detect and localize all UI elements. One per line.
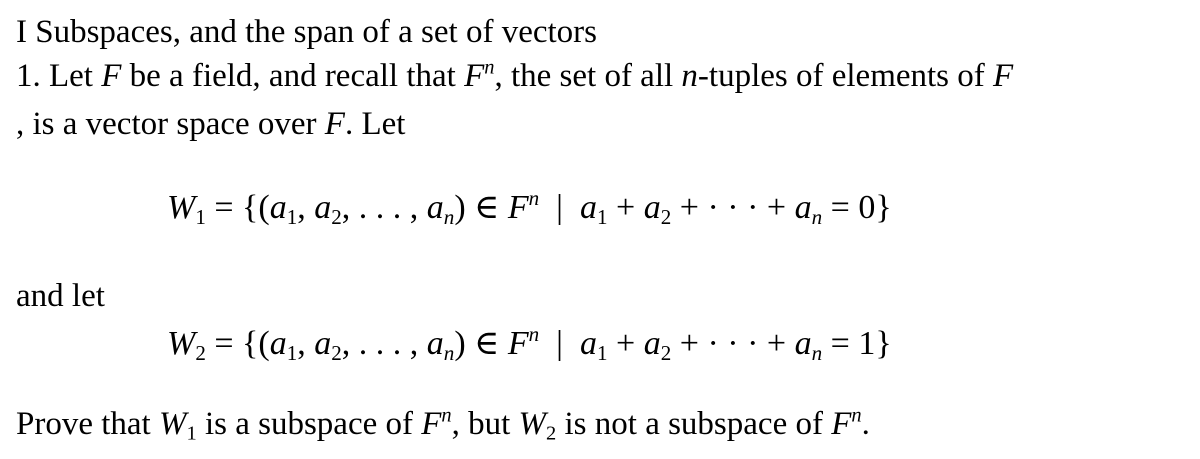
math-sub: 1 — [286, 340, 298, 365]
math-op: | — [539, 189, 580, 226]
text: -tuples of elements of — [697, 58, 994, 94]
problem-line-1 — [16, 56, 1013, 96]
text: . — [861, 406, 870, 442]
math-sub: 2 — [660, 204, 672, 229]
math-W: W — [158, 406, 187, 442]
math-F: F — [831, 406, 852, 442]
math-op: + — [607, 325, 644, 362]
text: . Let — [344, 106, 406, 142]
math-F: F — [993, 58, 1014, 94]
math-sub: 1 — [186, 422, 197, 445]
math-op: ) ∈ — [454, 325, 508, 362]
prove-statement — [16, 404, 870, 444]
math-op: + · · · + — [671, 325, 795, 362]
math-W: W — [518, 406, 547, 442]
math-op: = {( — [205, 325, 270, 362]
math-sub: 1 — [596, 204, 608, 229]
math-F: F — [464, 58, 485, 94]
math-sub: 2 — [546, 422, 557, 445]
math-sub: n — [811, 340, 823, 365]
text: 1. Let — [16, 58, 102, 94]
math-n: n — [681, 58, 698, 94]
math-sub: n — [443, 340, 455, 365]
text: be a field, and recall that — [121, 58, 465, 94]
math-sub: n — [443, 204, 455, 229]
math-op: + — [607, 189, 644, 226]
math-op: , . . . , — [341, 189, 427, 226]
math-op: = 1} — [822, 325, 892, 362]
math-a: a — [426, 189, 444, 226]
math-op: , . . . , — [341, 325, 427, 362]
math-a: a — [794, 189, 812, 226]
math-F: F — [507, 325, 529, 362]
math-exponent-n: n — [528, 185, 540, 210]
math-a: a — [314, 189, 332, 226]
math-W: W — [167, 189, 196, 226]
section-heading: I Subspaces, and the span of a set of vectors — [16, 14, 597, 50]
math-sub: 2 — [331, 340, 342, 365]
math-exponent-n: n — [484, 56, 495, 79]
math-op: = 0} — [822, 189, 892, 226]
math-op: ) ∈ — [454, 189, 508, 226]
math-sub: 2 — [660, 340, 672, 365]
math-a: a — [579, 189, 597, 226]
math-sub: 2 — [195, 340, 206, 365]
math-a: a — [269, 325, 287, 362]
problem-line-2 — [16, 104, 405, 144]
math-sub: 1 — [286, 204, 298, 229]
math-F: F — [324, 106, 345, 142]
math-op: + · · · + — [671, 189, 795, 226]
math-a: a — [794, 325, 812, 362]
math-F: F — [507, 189, 529, 226]
math-op: | — [539, 325, 580, 362]
math-a: a — [426, 325, 444, 362]
equation-W2 — [167, 322, 892, 366]
math-a: a — [269, 189, 287, 226]
text: Prove that — [16, 406, 159, 442]
math-exponent-n: n — [441, 404, 452, 427]
math-op: , — [297, 189, 315, 226]
math-a: a — [314, 325, 332, 362]
math-a: a — [643, 189, 661, 226]
math-sub: 1 — [195, 204, 206, 229]
text: , but — [451, 406, 519, 442]
math-a: a — [643, 325, 661, 362]
math-W: W — [167, 325, 196, 362]
math-sub: 2 — [331, 204, 342, 229]
text: is a subspace of — [196, 406, 422, 442]
math-F: F — [101, 58, 122, 94]
equation-W1 — [167, 186, 892, 230]
math-exponent-n: n — [528, 321, 540, 346]
math-sub: 1 — [596, 340, 608, 365]
math-exponent-n: n — [851, 404, 862, 427]
math-op: , — [297, 325, 315, 362]
and-let-text: and let — [16, 278, 105, 314]
text: is not a subspace of — [556, 406, 832, 442]
math-F: F — [421, 406, 442, 442]
math-op: = {( — [205, 189, 270, 226]
text: , the set of all — [494, 58, 682, 94]
math-sub: n — [811, 204, 823, 229]
math-a: a — [579, 325, 597, 362]
text: , is a vector space over — [16, 106, 325, 142]
